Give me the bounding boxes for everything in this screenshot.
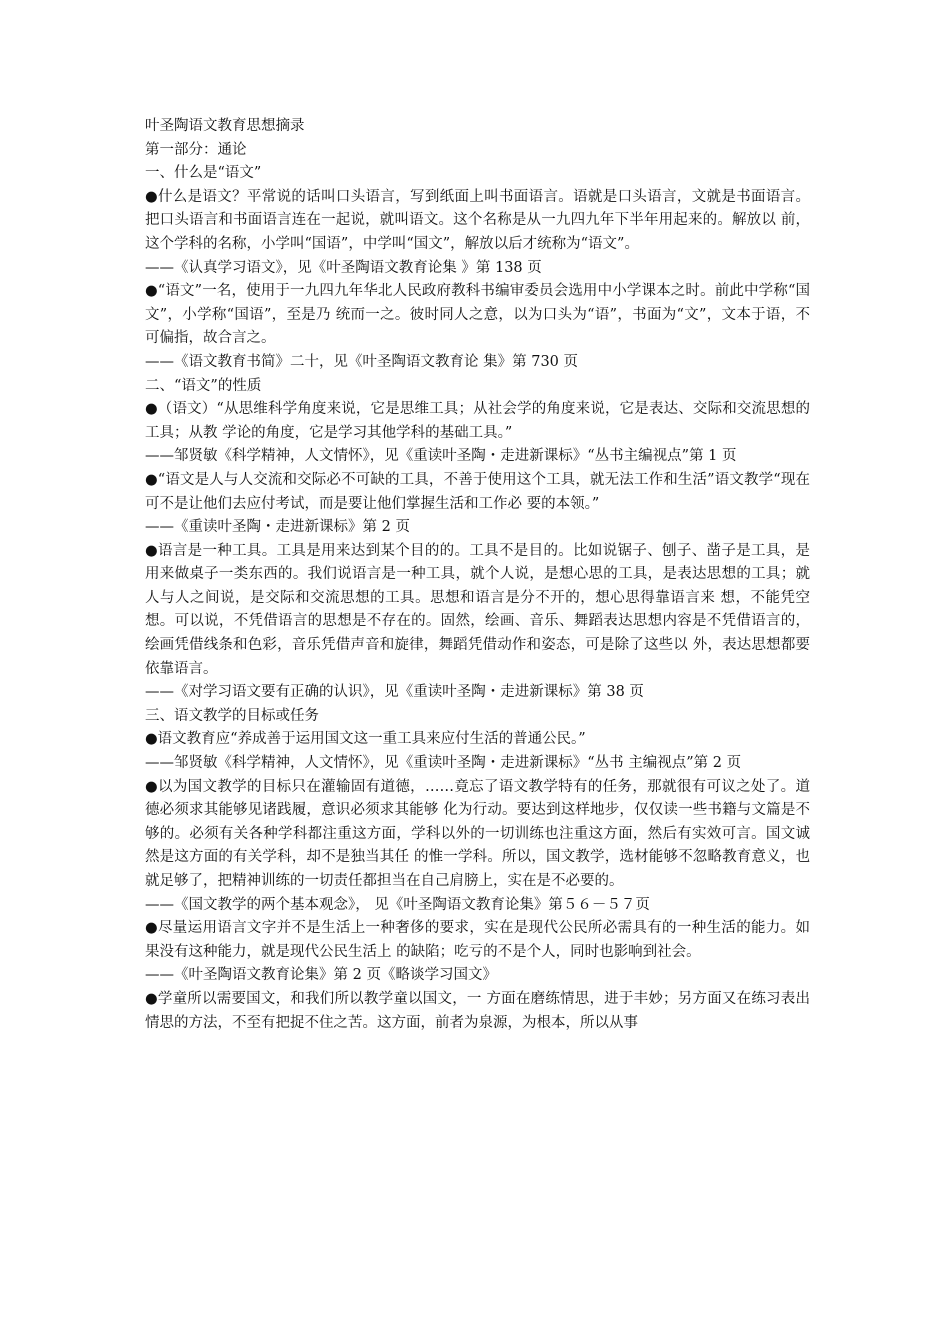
citation: ——邹贤敏《科学精神，人文情怀》，见《重读叶圣陶・走进新课标》“丛书主编视点”第 1 页 [145, 448, 737, 465]
paragraph: ●学童所以需要国文，和我们所以教学童以国文，一 方面在磨练情思，进于丰妙；另方面又在练习表出情思的方法，不至有把捉不住之苦。这方面，前者为泉源，为根本，所以从事 [145, 990, 810, 1031]
citation: ——邹贤敏《科学精神，人文情怀》，见《重读叶圣陶・走进新课标》“丛书 主编视点”第 2 页 [145, 755, 742, 772]
citation: ——《国文教学的两个基本观念》， 见《叶圣陶语文教育论集》第５６－５７页 [145, 896, 650, 913]
citation: ——《语文教育书简》二十，见《叶圣陶语文教育论 集》第 730 页 [145, 353, 579, 370]
citation: ——《认真学习语文》，见《叶圣陶语文教育论集 》第 138 页 [145, 259, 542, 276]
citation: ——《叶圣陶语文教育论集》第 2 页《略谈学习国文》 [145, 967, 497, 984]
paragraph: ●语言是一种工具。工具是用来达到某个目的的。工具不是目的。比如说锯子、刨子、凿子是工具，是用来做桌子一类东西的。我们说语言是一种工具，就个人说，是想心思的工具，是表达思想的工具；就人与人之间说，是交际和交流思想的工具。思想和语言是分不开的，想心思得靠语言来 想，不能凭空想。可以说，不凭借语言的思想是不存在的。固然，绘画、音乐、舞蹈表达思想内容是不凭借语言的，绘画凭借线条和色彩，音乐凭借声音和旋律，舞蹈凭借动作和姿态，可是除了这些以 外，表达思想都要依靠语言。 [145, 542, 810, 677]
paragraph: ●“语文”一名，使用于一九四九年华北人民政府教科书编审委员会选用中小学课本之时。前此中学称“国文”，小学称“国语”，至是乃 统而一之。彼时同人之意，以为口头为“语”，书面为“文”，文本于语，不可偏指，故合言之。 [145, 283, 810, 347]
citation: ——《对学习语文要有正确的认识》，见《重读叶圣陶・走进新课标》第 38 页 [145, 684, 644, 701]
section-heading: 二、“语文”的性质 [145, 377, 262, 394]
document-title: 叶圣陶语文教育思想摘录 [145, 118, 305, 134]
paragraph: ●尽量运用语言文字并不是生活上一种奢侈的要求，实在是现代公民所必需具有的一种生活的能力。如果没有这种能力，就是现代公民生活上 的缺陷；吃亏的不是个人，同时也影响到社会。 [145, 920, 810, 960]
paragraph: ●语文教育应“养成善于运用国文这一重工具来应付生活的普通公民。” [145, 731, 586, 748]
section-heading: 三、语文教学的目标或任务 [145, 707, 319, 724]
section-heading: 一、什么是“语文” [145, 165, 262, 182]
document-page [145, 115, 810, 1035]
paragraph: ●以为国文教学的目标只在灌输固有道德，……竟忘了语文教学特有的任务，那就很有可议之处了。道德必须求其能够见诸践履，意识必须求其能够 化为行动。要达到这样地步，仅仅读一些书籍与文篇是不够的。必须有关各种学科都注重这方面，学科以外的一切训练也注重这方面，然后有实效可言。国文诚然是这方面的有关学科，却不是独当其任 的惟一学科。所以，国文教学，选材能够不忽略教育意义，也就足够了，把精神训练的一切责任都担当在自己肩膀上，实在是不必要的。 [145, 778, 810, 889]
paragraph: ●什么是语文？平常说的话叫口头语言，写到纸面上叫书面语言。语就是口头语言，文就是书面语言。把口头语言和书面语言连在一起说，就叫语文。这个名称是从一九四九年下半年用起来的。解放以 前，这个学科的名称，小学叫“国语”，中学叫“国文”，解放以后才统称为“语文”。 [145, 188, 810, 252]
part-heading: 第一部分：通论 [145, 141, 247, 158]
paragraph: ●（语文）“从思维科学角度来说，它是思维工具；从社会学的角度来说，它是表达、交际和交流思想的工具；从教 学论的角度，它是学习其他学科的基础工具。” [145, 401, 810, 441]
citation: ——《重读叶圣陶・走进新课标》第 2 页 [145, 519, 410, 536]
paragraph: ●“语文是人与人交流和交际必不可缺的工具，不善于使用这个工具，就无法工作和生活”语文教学“现在可不是让他们去应付考试，而是要让他们掌握生活和工作必 要的本领。” [145, 471, 810, 512]
